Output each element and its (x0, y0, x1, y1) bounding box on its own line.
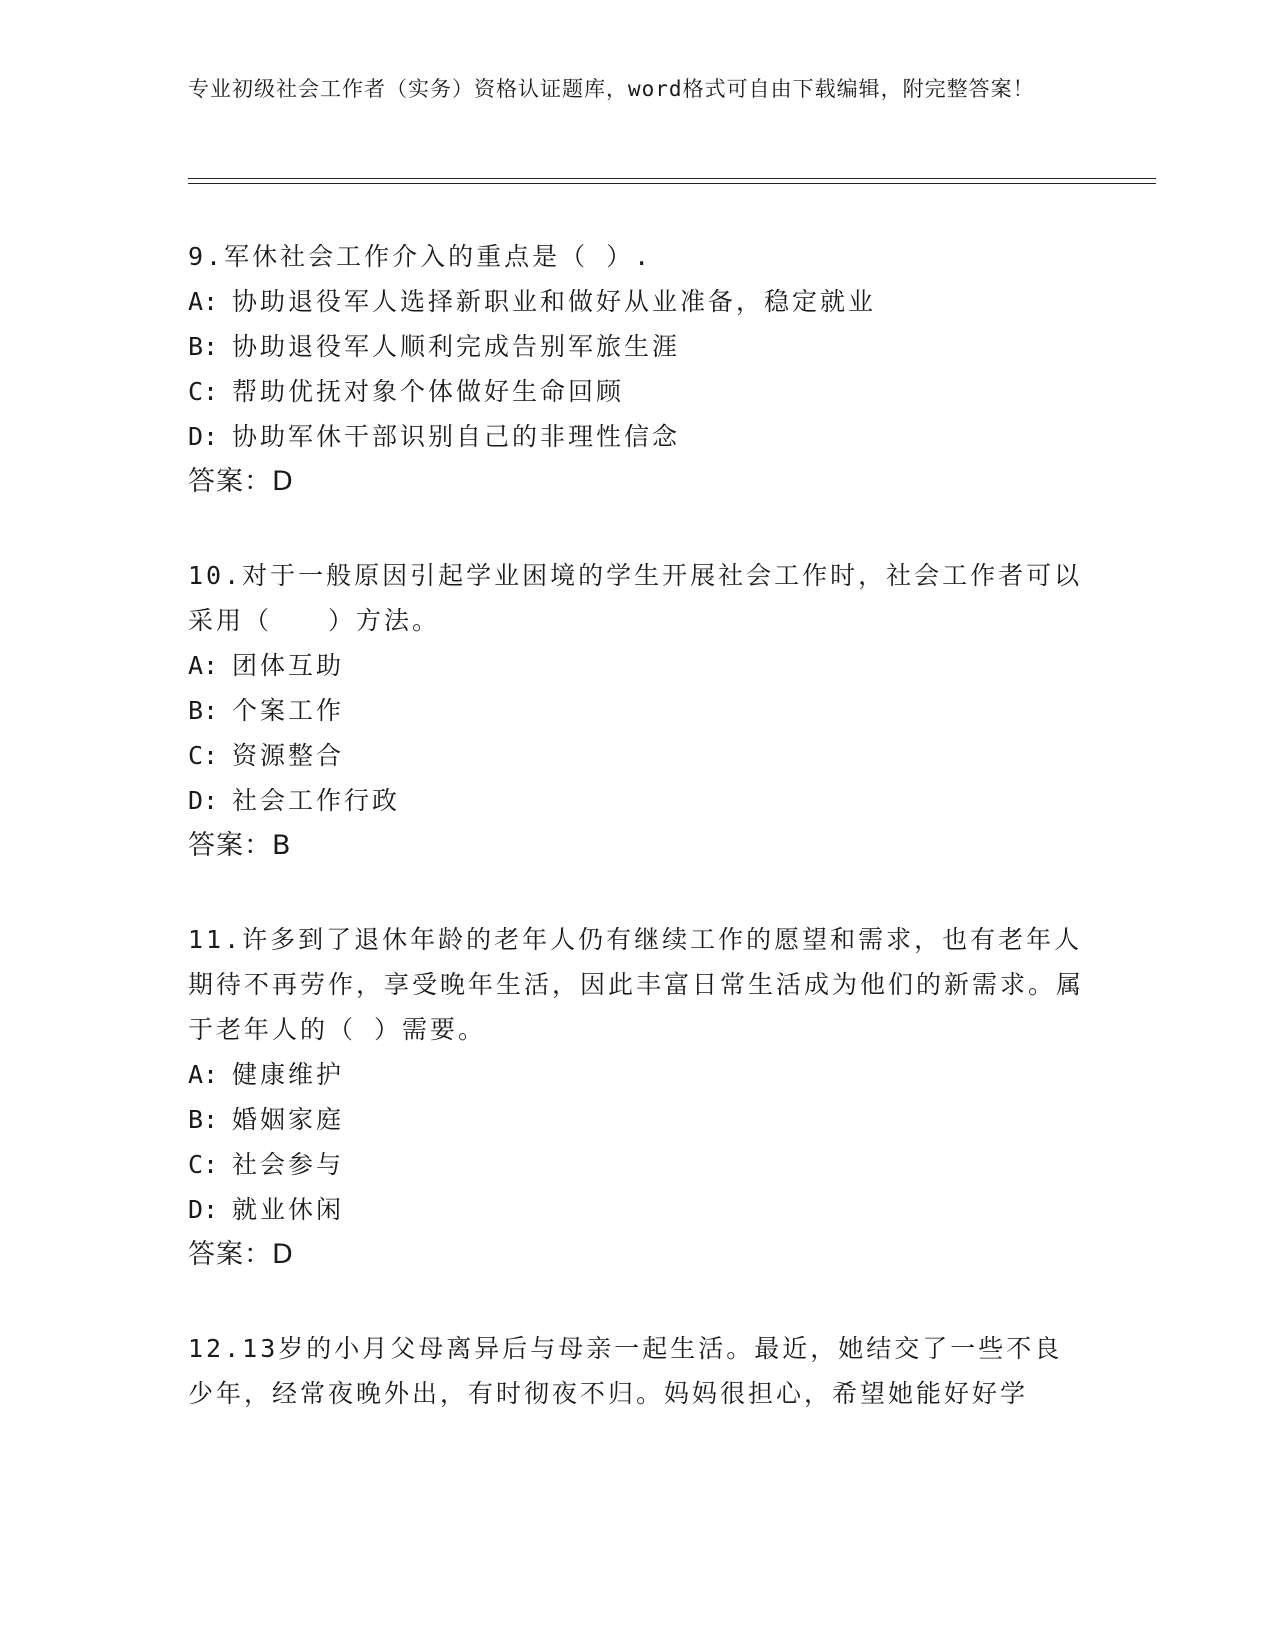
option-letter: B: (188, 1105, 219, 1134)
option-letter: D: (188, 786, 219, 815)
option-text: 健康维护 (232, 1060, 345, 1089)
question-stem: 11.许多到了退休年龄的老年人仍有继续工作的愿望和需求，也有老年人期待不再劳作，享受晚年生活，因此丰富日常生活成为他们的新需求。属于老年人的（ ）需要。 (188, 925, 1085, 1044)
option-text: 资源整合 (232, 741, 345, 770)
option-a (188, 643, 1088, 688)
question-11 (188, 917, 1088, 1277)
option-letter: B: (188, 332, 219, 361)
option-a (188, 279, 1088, 324)
option-b (188, 688, 1088, 733)
option-letter: C: (188, 377, 219, 406)
option-text: 协助退役军人顺利完成告别军旅生涯 (232, 332, 681, 361)
question-stem: 12.13岁的小月父母离异后与母亲一起生活。最近，她结交了一些不良少年，经常夜晚外出，有时彻夜不归。妈妈很担心，希望她能好好学 (188, 1334, 1063, 1408)
header-divider-bottom (188, 183, 1156, 184)
option-text: 社会参与 (232, 1150, 345, 1179)
option-c (188, 733, 1088, 778)
option-text: 个案工作 (232, 696, 345, 725)
option-d (188, 1187, 1088, 1232)
option-letter: D: (188, 1195, 219, 1224)
answer-line: 答案：B (188, 830, 292, 861)
option-text: 帮助优抚对象个体做好生命回顾 (232, 377, 625, 406)
option-d (188, 414, 1088, 459)
option-d (188, 778, 1088, 823)
option-c (188, 1142, 1088, 1187)
option-text: 就业休闲 (232, 1195, 345, 1224)
question-12 (188, 1326, 1088, 1416)
question-10 (188, 553, 1088, 868)
answer-line: 答案：D (188, 466, 294, 497)
question-9 (188, 234, 1088, 504)
option-text: 协助军休干部识别自己的非理性信念 (232, 422, 681, 451)
header-divider-top (188, 178, 1156, 179)
answer-line: 答案：D (188, 1239, 294, 1270)
question-stem: 9.军休社会工作介入的重点是（ ）. (188, 242, 653, 271)
option-letter: C: (188, 1150, 219, 1179)
option-a (188, 1052, 1088, 1097)
option-b (188, 1097, 1088, 1142)
option-letter: A: (188, 1060, 219, 1089)
option-letter: C: (188, 741, 219, 770)
option-letter: D: (188, 422, 219, 451)
question-list (188, 234, 1088, 1465)
option-letter: A: (188, 287, 219, 316)
option-text: 婚姻家庭 (232, 1105, 345, 1134)
option-text: 协助退役军人选择新职业和做好从业准备，稳定就业 (232, 287, 877, 316)
option-b (188, 324, 1088, 369)
option-c (188, 369, 1088, 414)
option-text: 团体互助 (232, 651, 345, 680)
option-letter: B: (188, 696, 219, 725)
option-text: 社会工作行政 (232, 786, 401, 815)
option-letter: A: (188, 651, 219, 680)
document-header: 专业初级社会工作者（实务）资格认证题库，word格式可自由下载编辑，附完整答案！ (188, 77, 1035, 101)
question-stem: 10.对于一般原因引起学业困境的学生开展社会工作时，社会工作者可以采用（ ）方法。 (188, 561, 1083, 635)
